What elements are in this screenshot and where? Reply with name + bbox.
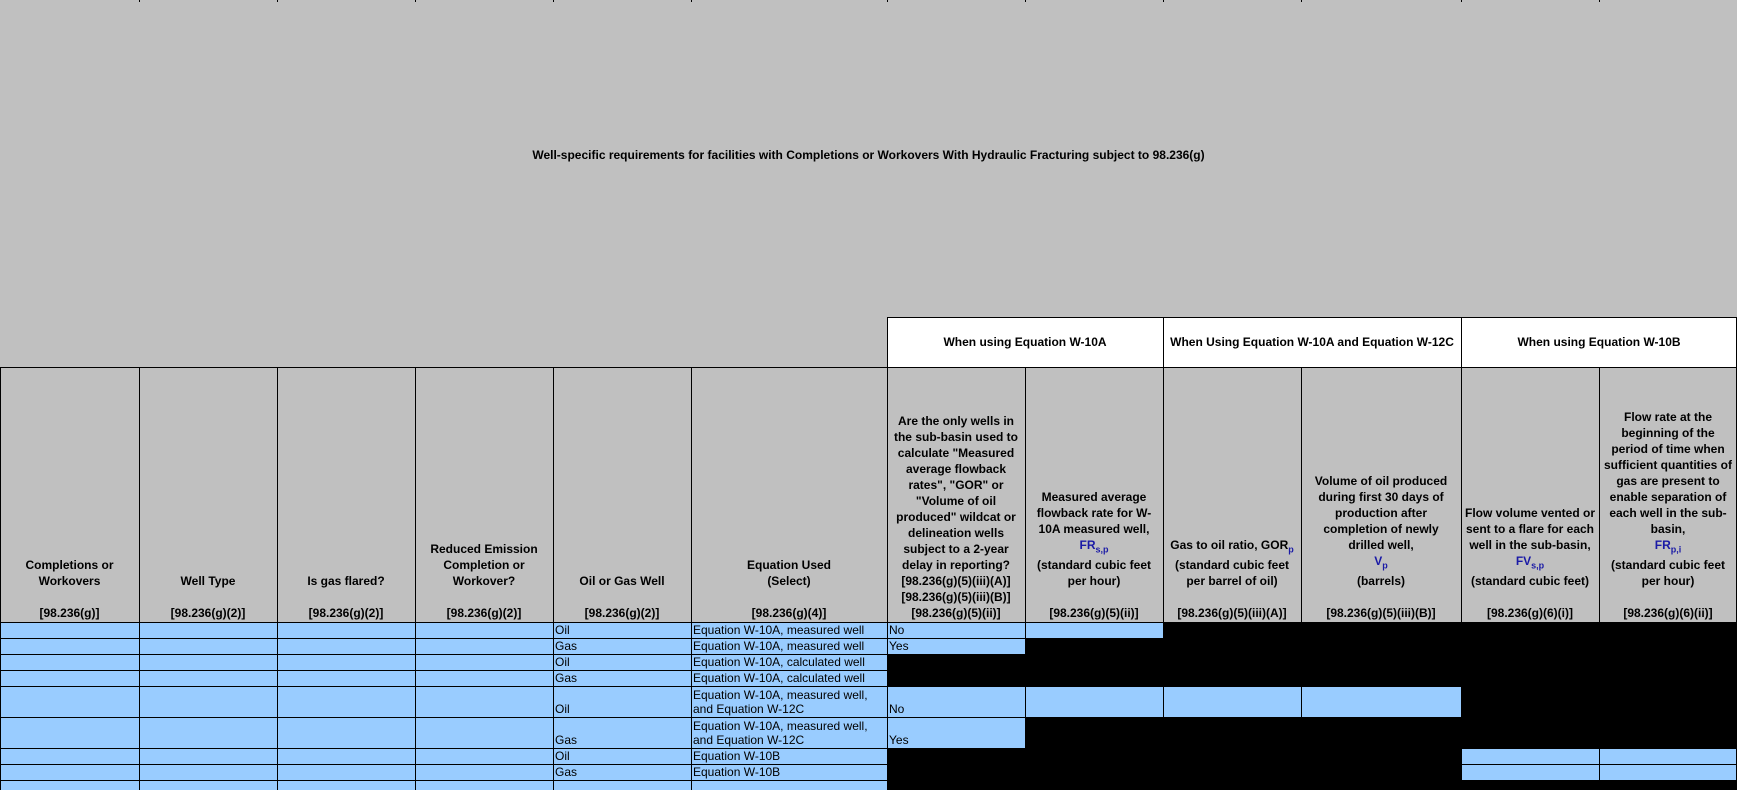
input-cell[interactable] — [415, 654, 553, 670]
disabled-cell — [1163, 622, 1301, 638]
symbol-text: FR — [1079, 537, 1096, 552]
grid-line — [1163, 317, 1164, 367]
disabled-cell — [1461, 622, 1599, 638]
input-cell[interactable]: Gas — [553, 638, 691, 654]
symbol-subscript: p — [1382, 560, 1388, 570]
grid-line — [0, 638, 1737, 639]
disabled-cell — [1599, 717, 1737, 748]
input-cell[interactable] — [277, 764, 415, 780]
disabled-cell — [887, 780, 1025, 790]
grid-line — [0, 654, 1737, 655]
input-cell[interactable] — [0, 764, 139, 780]
input-cell[interactable] — [277, 670, 415, 686]
input-cell[interactable]: Gas — [553, 764, 691, 780]
input-cell[interactable]: Yes — [887, 638, 1025, 654]
input-cell[interactable] — [1301, 686, 1461, 717]
input-cell[interactable] — [1025, 686, 1163, 717]
input-cell[interactable] — [277, 748, 415, 764]
column-header-text: Flow volume vented or sent to a flare for each well in the sub-basin, — [1464, 505, 1596, 552]
input-cell[interactable] — [1025, 622, 1163, 638]
disabled-cell — [887, 764, 1025, 780]
input-cell[interactable] — [277, 780, 415, 790]
grid-line — [0, 764, 1737, 765]
column-header — [1599, 367, 1737, 622]
input-cell[interactable]: No — [887, 622, 1025, 638]
disabled-cell — [1301, 654, 1461, 670]
column-header-label — [1602, 409, 1734, 589]
input-cell[interactable] — [691, 780, 887, 790]
column-header-units: (standard cubic feet per hour) — [1610, 558, 1726, 588]
input-cell[interactable] — [415, 780, 553, 790]
input-cell[interactable]: Equation W-10A, calculated well — [691, 654, 887, 670]
disabled-cell — [1599, 780, 1737, 790]
grid-line — [691, 367, 692, 790]
column-header-text: Gas to oil ratio, GOR — [1170, 537, 1289, 552]
input-cell[interactable] — [139, 764, 277, 780]
column-header-citation: [98.236(g)(5)(iii)(A)] [98.236(g)(5)(iii)(B)] [98.236(g)(5)(ii)] — [901, 574, 1011, 620]
input-cell[interactable]: Equation W-10A, measured well — [691, 622, 887, 638]
grid-line — [1301, 0, 1302, 2]
column-header-text: Measured average flowback rate for W-10A measured well, — [1036, 489, 1152, 536]
column-header-citation: [98.236(g)(5)(iii)(A)] — [1177, 606, 1287, 620]
disabled-cell — [1461, 654, 1599, 670]
grid-line — [415, 0, 416, 2]
column-header — [0, 367, 139, 622]
disabled-cell — [1025, 670, 1163, 686]
symbol-subscript: s,p — [1095, 544, 1109, 554]
column-header — [553, 367, 691, 622]
disabled-cell — [1461, 717, 1599, 748]
grid-line — [277, 367, 278, 790]
grid-line — [0, 717, 1737, 718]
column-header-text: Completions or Workovers — [25, 558, 114, 588]
input-cell[interactable] — [277, 686, 415, 717]
disabled-cell — [1599, 638, 1737, 654]
column-header-citation: [98.236(g)(2)] — [584, 606, 660, 620]
disabled-cell — [1599, 670, 1737, 686]
column-header-units: (standard cubic feet per hour) — [1036, 558, 1152, 588]
column-header-text: Oil or Gas Well — [579, 574, 665, 588]
grid-line — [1301, 367, 1302, 790]
input-cell[interactable] — [277, 638, 415, 654]
disabled-cell — [1025, 748, 1163, 764]
grid-line — [553, 0, 554, 2]
column-header-citation: [98.236(g)(2)] — [170, 606, 246, 620]
input-cell[interactable] — [415, 686, 553, 717]
input-cell[interactable] — [415, 717, 553, 748]
symbol-text: FV — [1515, 553, 1532, 568]
disabled-cell — [1163, 638, 1301, 654]
input-cell[interactable] — [0, 622, 139, 638]
column-header-citation: [98.236(g)(6)(i)] — [1486, 606, 1573, 620]
input-cell[interactable]: Gas — [553, 717, 691, 748]
grid-line — [1599, 367, 1600, 790]
disabled-cell — [1301, 717, 1461, 748]
column-header — [1163, 367, 1301, 622]
column-header-label — [1028, 489, 1160, 589]
input-cell[interactable] — [0, 638, 139, 654]
column-header — [691, 367, 887, 622]
disabled-cell — [887, 670, 1025, 686]
input-cell[interactable] — [1461, 748, 1599, 764]
column-header-units: (standard cubic feet per barrel of oil) — [1174, 558, 1290, 588]
column-header-citation: [98.236(g)] — [39, 606, 100, 620]
input-cell[interactable] — [415, 748, 553, 764]
column-header — [1461, 367, 1599, 622]
column-header-text: Reduced Emission Completion or Workover? — [430, 542, 538, 588]
input-cell[interactable] — [0, 780, 139, 790]
symbol-subscript: s,p — [1531, 560, 1545, 570]
grid-line — [691, 0, 692, 2]
grid-line — [887, 317, 888, 367]
column-header-label — [418, 541, 550, 589]
input-cell[interactable]: Gas — [553, 670, 691, 686]
disabled-cell — [1461, 670, 1599, 686]
input-cell[interactable]: Yes — [887, 717, 1025, 748]
input-cell[interactable] — [277, 717, 415, 748]
disabled-cell — [1163, 748, 1301, 764]
group-header-w10a — [887, 317, 1163, 367]
input-cell[interactable] — [0, 686, 139, 717]
grid-line — [1025, 367, 1026, 790]
column-header-label — [181, 573, 236, 589]
grid-line — [887, 367, 888, 790]
sheet-title: Well-specific requirements for facilities with Completions or Workovers With Hydraulic Fracturing subject to 98.236(g) — [532, 148, 1205, 162]
column-header-label — [3, 557, 136, 589]
column-header-label — [1304, 473, 1458, 589]
input-cell[interactable] — [277, 654, 415, 670]
disabled-cell — [1163, 654, 1301, 670]
column-header — [415, 367, 553, 622]
group-label: When using Equation W-10A — [943, 335, 1107, 349]
grid-line — [277, 0, 278, 2]
column-header-text: Is gas flared? — [307, 574, 385, 588]
column-header-text: Equation Used (Select) — [746, 558, 831, 588]
grid-line — [0, 367, 1, 790]
grid-line — [415, 367, 416, 790]
grid-line — [887, 0, 888, 2]
input-cell[interactable] — [415, 622, 553, 638]
input-cell[interactable] — [139, 686, 277, 717]
disabled-cell — [1301, 638, 1461, 654]
input-cell[interactable] — [139, 780, 277, 790]
disabled-cell — [1599, 686, 1737, 717]
column-header — [1301, 367, 1461, 622]
grid-line — [139, 0, 140, 2]
disabled-cell — [1025, 717, 1163, 748]
input-cell[interactable]: Equation W-10A, measured well, and Equation W-12C — [691, 686, 887, 717]
input-cell[interactable]: Oil — [553, 686, 691, 717]
grid-line — [0, 367, 1737, 368]
column-header-citation: [98.236(g)(6)(ii)] — [1623, 606, 1713, 620]
grid-line — [1599, 0, 1600, 2]
disabled-cell — [1025, 638, 1163, 654]
symbol-text: FR — [1654, 537, 1671, 552]
input-cell[interactable] — [1599, 764, 1737, 780]
disabled-cell — [1461, 780, 1599, 790]
column-header-label — [1464, 505, 1596, 589]
symbol-subscript: p — [1288, 544, 1294, 554]
disabled-cell — [1461, 686, 1599, 717]
disabled-cell — [1301, 780, 1461, 790]
input-cell[interactable] — [553, 780, 691, 790]
disabled-cell — [1301, 670, 1461, 686]
column-header-label — [579, 573, 664, 589]
input-cell[interactable]: Equation W-10A, calculated well — [691, 670, 887, 686]
disabled-cell — [1163, 764, 1301, 780]
input-cell[interactable] — [139, 638, 277, 654]
input-cell[interactable] — [139, 748, 277, 764]
input-cell[interactable]: Equation W-10A, measured well — [691, 638, 887, 654]
column-header-label — [747, 557, 831, 589]
column-header-citation: [98.236(g)(4)] — [751, 606, 827, 620]
input-cell[interactable] — [415, 764, 553, 780]
group-label: When using Equation W-10B — [1517, 335, 1681, 349]
input-cell[interactable] — [139, 654, 277, 670]
grid-line — [1163, 367, 1164, 790]
disabled-cell — [1025, 780, 1163, 790]
input-cell[interactable] — [1461, 764, 1599, 780]
input-cell[interactable] — [0, 670, 139, 686]
column-header-citation: [98.236(g)(2)] — [446, 606, 522, 620]
disabled-cell — [1599, 622, 1737, 638]
column-header-label — [1166, 537, 1298, 589]
input-cell[interactable]: Equation W-10A, measured well, and Equation W-12C — [691, 717, 887, 748]
grid-line — [1461, 0, 1462, 2]
input-cell[interactable] — [415, 638, 553, 654]
column-header-label — [890, 413, 1022, 573]
grid-line — [0, 686, 1737, 687]
disabled-cell — [1461, 638, 1599, 654]
column-header-citation: [98.236(g)(2)] — [308, 606, 384, 620]
grid-line — [0, 622, 1737, 623]
input-cell[interactable]: Oil — [553, 748, 691, 764]
input-cell[interactable] — [1163, 686, 1301, 717]
input-cell[interactable] — [0, 717, 139, 748]
input-cell[interactable] — [0, 654, 139, 670]
column-header — [139, 367, 277, 622]
grid-line — [0, 780, 1737, 781]
disabled-cell — [1599, 654, 1737, 670]
column-header-text: Flow rate at the beginning of the period of time when sufficient quantities of gas are present to enable separation of each well in the sub-basin, — [1603, 409, 1732, 536]
grid-line — [553, 367, 554, 790]
input-cell[interactable] — [139, 622, 277, 638]
column-header-label — [307, 573, 384, 589]
column-header — [1025, 367, 1163, 622]
symbol-text: V — [1374, 553, 1383, 568]
grid-line — [887, 317, 1737, 318]
input-cell[interactable] — [1599, 748, 1737, 764]
disabled-cell — [887, 654, 1025, 670]
grid-line — [1163, 0, 1164, 2]
grid-line — [0, 748, 1737, 749]
title-block — [0, 0, 1737, 367]
input-cell[interactable]: Equation W-10B — [691, 764, 887, 780]
input-cell[interactable] — [139, 717, 277, 748]
input-cell[interactable] — [139, 670, 277, 686]
column-header-text: Well Type — [180, 574, 236, 588]
input-cell[interactable]: Equation W-10B — [691, 748, 887, 764]
input-cell[interactable]: Oil — [553, 622, 691, 638]
symbol-subscript: p,i — [1670, 544, 1682, 554]
column-header-citation: [98.236(g)(5)(ii)] — [1049, 606, 1139, 620]
group-label: When Using Equation W-10A and Equation W-12C — [1170, 335, 1454, 349]
group-header-w10a-w12c — [1163, 317, 1461, 367]
grid-line — [1461, 367, 1462, 790]
disabled-cell — [887, 748, 1025, 764]
input-cell[interactable]: No — [887, 686, 1025, 717]
input-cell[interactable] — [0, 748, 139, 764]
grid-line — [0, 670, 1737, 671]
column-header-text: Are the only wells in the sub-basin used to calculate "Measured average flowback rates", "GOR" or "Volume of oil produced" wildcat or delineation wells subject to a 2-year delay in reporting? — [893, 414, 1018, 572]
column-header-units: (standard cubic feet) — [1470, 574, 1590, 588]
grid-line — [1025, 0, 1026, 2]
disabled-cell — [1163, 670, 1301, 686]
disabled-cell — [1025, 654, 1163, 670]
disabled-cell — [1163, 717, 1301, 748]
disabled-cell — [1163, 780, 1301, 790]
column-header-units: (barrels) — [1356, 574, 1406, 588]
disabled-cell — [1301, 748, 1461, 764]
column-header — [277, 367, 415, 622]
column-header — [887, 367, 1025, 622]
column-header-text: Volume of oil produced during first 30 days of production after completion of newly drilled well, — [1314, 473, 1448, 552]
input-cell[interactable] — [277, 622, 415, 638]
column-header-citation: [98.236(g)(5)(iii)(B)] — [1326, 606, 1436, 620]
disabled-cell — [1025, 764, 1163, 780]
disabled-cell — [1301, 622, 1461, 638]
input-cell[interactable] — [415, 670, 553, 686]
grid-line — [139, 367, 140, 790]
input-cell[interactable]: Oil — [553, 654, 691, 670]
disabled-cell — [1301, 764, 1461, 780]
grid-line — [1461, 317, 1462, 367]
group-header-w10b — [1461, 317, 1737, 367]
